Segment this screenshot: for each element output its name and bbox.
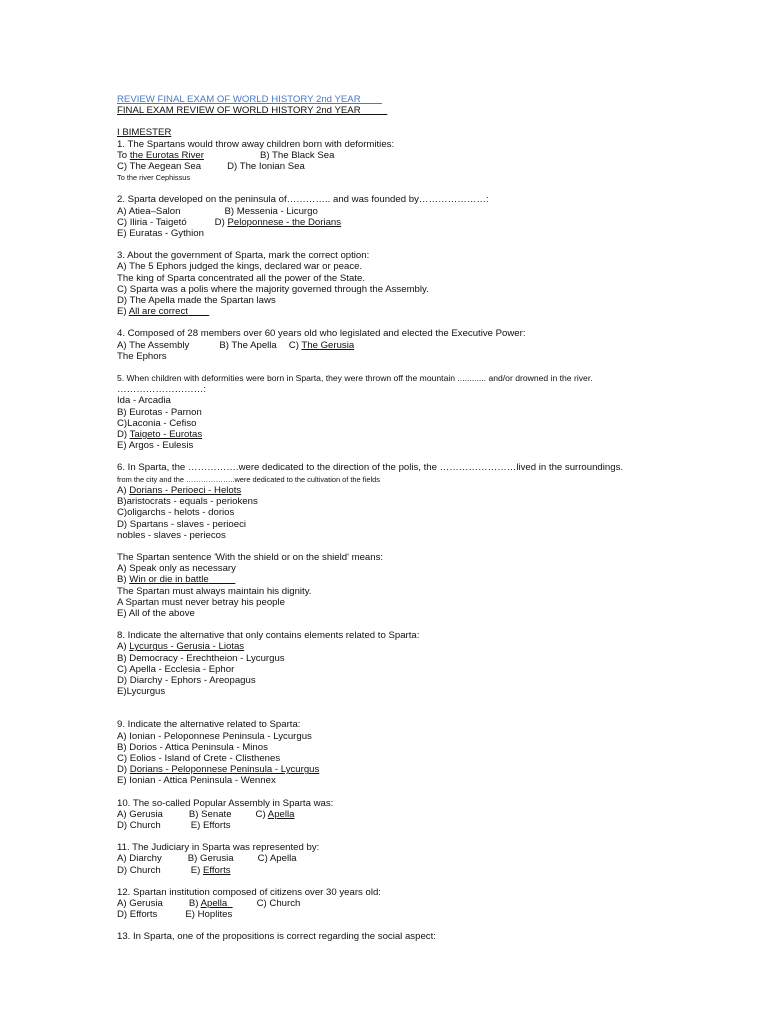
option-row: A) Lycurgus - Gerusia - Liotas bbox=[117, 641, 245, 653]
question-text: 2. Sparta developed on the peninsula of………….. and was founded by…………………: bbox=[117, 194, 489, 206]
correct-answer: Win or die in battle bbox=[129, 574, 209, 586]
question-2 bbox=[117, 194, 717, 239]
option-row: D) The Apella made the Spartan laws bbox=[117, 295, 276, 307]
title-link[interactable]: REVIEW FINAL EXAM OF WORLD HISTORY 2nd YEAR bbox=[117, 94, 361, 105]
option-row: B) Dorios - Attica Peninsula - Minos bbox=[117, 741, 268, 753]
correct-answer: Dorians - Peloponnese Peninsula - Lycurgus bbox=[129, 764, 320, 776]
question-11 bbox=[117, 842, 717, 876]
option-row: C)Laconia - Cefiso bbox=[117, 417, 197, 429]
option-row: C) Eolios - Island of Crete - Clisthenes bbox=[117, 752, 281, 764]
question-text: 13. In Sparta, one of the propositions is correct regarding the social aspect: bbox=[117, 931, 436, 943]
question-text: 4. Composed of 28 members over 60 years old who legislated and elected the Executive Power: bbox=[117, 328, 526, 340]
question-text: 6. In Sparta, the …………….were dedicated to the direction of the polis, the ……………………lived in the surroundings. bbox=[117, 462, 624, 474]
correct-answer: Efforts bbox=[202, 864, 231, 876]
question-1 bbox=[117, 139, 717, 184]
question-6 bbox=[117, 462, 717, 540]
option-row: E)Lycurgus bbox=[117, 686, 166, 698]
correct-answer: Apella bbox=[267, 808, 295, 820]
option-row: A) Gerusia B) Apella C) Church bbox=[117, 897, 301, 909]
question-text: 8. Indicate the alternative that only contains elements related to Sparta: bbox=[117, 630, 420, 642]
question-7 bbox=[117, 552, 717, 619]
document-content bbox=[117, 94, 717, 943]
correct-answer: All are correct bbox=[128, 306, 188, 318]
option-row: A) Ionian - Peloponnese Peninsula - Lycurgus bbox=[117, 730, 312, 742]
option-row: C) Sparta was a polis where the majority governed through the Assembly. bbox=[117, 283, 429, 295]
option-row: A) The 5 Ephors judged the kings, declared war or peace. bbox=[117, 261, 363, 273]
section-heading: I BIMESTER bbox=[117, 127, 172, 139]
question-text: 11. The Judiciary in Sparta was represented by: bbox=[117, 842, 320, 854]
document-title: FINAL EXAM REVIEW OF WORLD HISTORY 2nd YEAR bbox=[117, 105, 361, 117]
question-text: 10. The so-called Popular Assembly in Sparta was: bbox=[117, 797, 334, 809]
question-3 bbox=[117, 250, 717, 317]
option-row: E) All are correct bbox=[117, 306, 717, 317]
option-row: D) Church E) Efforts bbox=[117, 864, 231, 876]
question-text: The Spartan sentence 'With the shield or on the shield' means: bbox=[117, 551, 384, 563]
option-row: Ida - Arcadia bbox=[117, 395, 171, 407]
option-row: C) The Aegean Sea D) The Ionian Sea bbox=[117, 161, 305, 173]
option-row: E) Argos - Eulesis bbox=[117, 440, 194, 452]
option-row: E) Euratas - Gythion bbox=[117, 228, 204, 240]
question-10 bbox=[117, 798, 717, 832]
option-row: D) Dorians - Peloponnese Peninsula - Lycurgus bbox=[117, 764, 320, 776]
option-row: A) Speak only as necessary bbox=[117, 563, 236, 575]
question-13 bbox=[117, 931, 717, 942]
question-text: 1. The Spartans would throw away children born with deformities: bbox=[117, 138, 395, 150]
question-subtext: from the city and the ………………..were dedicated to the cultivation of the fields bbox=[117, 474, 380, 484]
option-row: C) Apella - Ecclesia - Ephor bbox=[117, 663, 235, 675]
correct-answer: the Eurotas River bbox=[129, 149, 204, 161]
question-4 bbox=[117, 328, 717, 362]
option-row: D) Spartans - slaves - perioeci bbox=[117, 518, 247, 530]
question-text: 3. About the government of Sparta, mark the correct option: bbox=[117, 250, 370, 262]
option-row: The Ephors bbox=[117, 350, 167, 362]
question-12 bbox=[117, 887, 717, 921]
correct-answer: Taigeto - Eurotas bbox=[129, 429, 203, 441]
correct-answer: Peloponnese - the Dorians bbox=[227, 216, 342, 228]
option-row: C) Iliria - Taigetó D) Peloponnese - the Dorians bbox=[117, 216, 342, 228]
option-row: nobles - slaves - periecos bbox=[117, 529, 226, 541]
option-row: B) Win or die in battle bbox=[117, 574, 717, 585]
option-row: A) Diarchy B) Gerusia C) Apella bbox=[117, 853, 297, 865]
option-row: To the river Cephissus bbox=[117, 173, 191, 183]
correct-answer: Apella bbox=[200, 897, 228, 909]
correct-answer: The Gerusia bbox=[301, 339, 355, 351]
option-row: The king of Sparta concentrated all the power of the State. bbox=[117, 272, 365, 284]
option-row: E) All of the above bbox=[117, 607, 195, 619]
option-row: B) Democracy - Erechtheion - Lycurgus bbox=[117, 652, 285, 664]
option-row: D) Taigeto - Eurotas bbox=[117, 429, 203, 441]
option-row: D) Efforts E) Hoplites bbox=[117, 909, 233, 921]
option-row: A) Gerusia B) Senate C) Apella bbox=[117, 808, 295, 820]
option-row: C)oligarchs - helots - dorios bbox=[117, 507, 235, 519]
question-5 bbox=[117, 373, 717, 451]
option-row: A) Atiea–Salon B) Messenia - Licurgo bbox=[117, 205, 318, 217]
option-row: The Spartan must always maintain his dignity. bbox=[117, 585, 312, 597]
option-row: B)aristocrats - equals - periokens bbox=[117, 496, 258, 508]
option-row: D) Diarchy - Ephors - Areopagus bbox=[117, 674, 256, 686]
option-row: A Spartan must never betray his people bbox=[117, 596, 285, 608]
correct-answer: Lycurgus - Gerusia - Liotas bbox=[129, 641, 245, 653]
option-row: To the Eurotas River B) The Black Sea bbox=[117, 149, 335, 161]
option-row: B) Eurotas - Parnon bbox=[117, 406, 202, 418]
option-row: D) Church E) Efforts bbox=[117, 819, 231, 831]
question-text: 5. When children with deformities were born in Sparta, they were thrown off the mountain ............ and/or drowned in the river. bbox=[117, 373, 593, 384]
option-row: A) Dorians - Perioeci - Helots bbox=[117, 484, 242, 496]
question-9 bbox=[117, 719, 717, 786]
question-text: 12. Spartan institution composed of citizens over 30 years old: bbox=[117, 886, 381, 898]
correct-answer: Dorians - Perioeci - Helots bbox=[129, 484, 242, 496]
option-row: E) Ionian - Attica Peninsula - Wennex bbox=[117, 775, 276, 787]
option-row: A) The Assembly B) The Apella C) The Gerusia bbox=[117, 339, 355, 351]
question-8 bbox=[117, 630, 717, 697]
question-text: 9. Indicate the alternative related to Sparta: bbox=[117, 719, 301, 731]
answer-blank: ………………………: bbox=[117, 384, 207, 396]
